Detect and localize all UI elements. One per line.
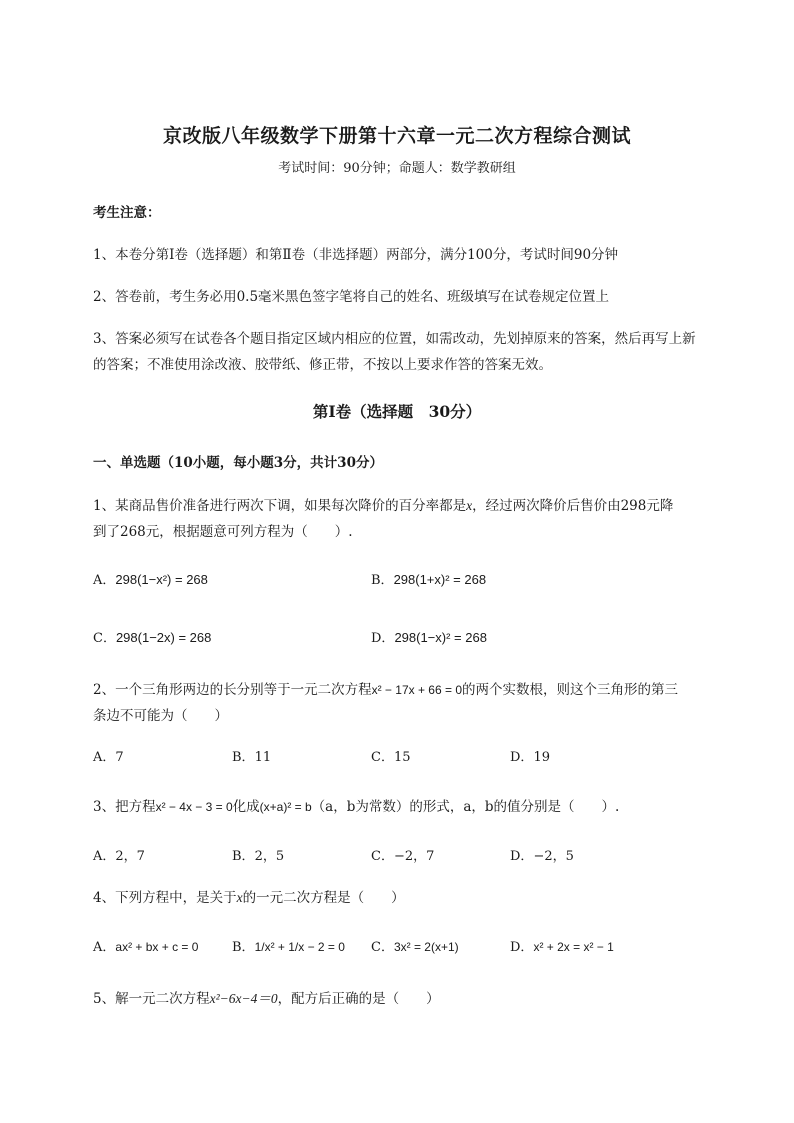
option-label: C．	[371, 750, 394, 765]
question-1-option-d[interactable]	[371, 627, 487, 646]
question-5-text-a: 5、解一元二次方程	[93, 991, 210, 1007]
option-expression: 298(1+x)² = 268	[393, 572, 487, 587]
question-1-option-c[interactable]	[93, 627, 211, 646]
option-value: 19	[533, 750, 550, 765]
option-label: D．	[371, 631, 395, 646]
notice-item-3-cont: 的答案；不准使用涂改液、胶带纸、修正带，不按以上要求作答的答案无效。	[93, 357, 552, 373]
question-2-option-b[interactable]	[232, 746, 271, 765]
question-2-option-c[interactable]	[371, 746, 411, 765]
question-2-option-a[interactable]	[93, 746, 124, 765]
question-3-option-b[interactable]	[232, 845, 284, 864]
question-3-text-b: 化成	[232, 799, 260, 815]
option-value: 11	[254, 750, 272, 765]
question-1-variable: x	[466, 498, 473, 513]
option-value: −2，5	[533, 849, 574, 864]
question-3-text-a: 3、把方程	[93, 799, 156, 815]
option-expression: ax² + bx + c = 0	[115, 940, 199, 954]
option-label: C．	[93, 631, 116, 646]
option-label: D．	[510, 940, 534, 955]
question-2-line-2: 条边不可能为（ ）	[93, 708, 228, 724]
question-4-text-a: 4、下列方程中，是关于	[93, 890, 237, 906]
question-3-option-c[interactable]	[371, 845, 434, 864]
question-4-option-b[interactable]	[232, 936, 345, 955]
question-5-text-b: ，配方后正确的是（ ）	[277, 991, 440, 1007]
question-2-option-d[interactable]	[510, 746, 550, 765]
option-expression: 298(1−2x) = 268	[115, 630, 212, 645]
option-expression: 1/x² + 1/x − 2 = 0	[254, 940, 345, 954]
question-4-text-b: 的一元二次方程是（ ）	[242, 890, 405, 906]
notice-item-2: 2、答卷前，考生务必用0.5毫米黑色签字笔将自己的姓名、班级填写在试卷规定位置上	[93, 289, 610, 305]
option-label: A．	[93, 940, 116, 955]
option-label: C．	[371, 849, 394, 864]
question-1-line-1	[93, 494, 673, 514]
option-label: B．	[232, 940, 255, 955]
question-3-line-1	[93, 795, 619, 815]
option-label: D．	[510, 750, 534, 765]
question-4-option-c[interactable]	[371, 936, 459, 955]
option-expression: 298(1−x)² = 268	[394, 630, 487, 645]
question-4-variable: x	[236, 890, 243, 905]
option-label: A．	[93, 573, 116, 588]
question-2-equation: x² − 17x + 66 = 0	[371, 683, 462, 697]
notice-item-1: 1、本卷分第I卷（选择题）和第Ⅱ卷（非选择题）两部分，满分100分，考试时间90分钟	[93, 247, 619, 263]
question-1-text-b: ，经过两次降价后售价由298元降	[472, 498, 674, 514]
option-label: A．	[93, 849, 116, 864]
question-1-line-2: 到了268元，根据题意可列方程为（ ）.	[93, 524, 353, 540]
question-3-option-a[interactable]	[93, 845, 145, 864]
question-5-equation: x²−6x−4＝0	[209, 991, 278, 1006]
question-1-option-b[interactable]	[371, 569, 486, 588]
option-value: 15	[393, 750, 411, 765]
question-3-text-c: （a，b为常数）的形式，a，b的值分别是（ ）.	[311, 799, 620, 815]
exam-title: 京改版八年级数学下册第十六章一元二次方程综合测试	[162, 125, 631, 147]
notice-item-3: 3、答案必须写在试卷各个题目指定区域内相应的位置，如需改动，先划掉原来的答案，然后再写上新	[93, 331, 696, 347]
option-value: −2，7	[393, 849, 435, 864]
question-4-option-d[interactable]	[510, 936, 614, 955]
question-2-text-a: 2、一个三角形两边的长分别等于一元二次方程	[93, 682, 372, 698]
question-2-line-1	[93, 678, 678, 698]
option-label: D．	[510, 849, 534, 864]
option-label: B．	[232, 849, 255, 864]
question-4-line-1	[93, 886, 405, 906]
option-value: 7	[115, 750, 124, 765]
option-label: B．	[232, 750, 255, 765]
question-2-text-b: 的两个实数根，则这个三角形的第三	[462, 682, 678, 698]
question-1-option-a[interactable]	[93, 569, 208, 588]
question-1-text-a: 1、某商品售价准备进行两次下调，如果每次降价的百分率都是	[93, 498, 467, 514]
section-title: 第Ⅰ卷（选择题 30分）	[312, 402, 482, 421]
option-label: B．	[371, 573, 394, 588]
part-title: 一、单选题（10小题，每小题3分，共计30分）	[93, 455, 383, 471]
notice-heading: 考生注意：	[93, 205, 161, 221]
option-value: 2，7	[115, 849, 145, 864]
option-expression: x² + 2x = x² − 1	[533, 940, 614, 954]
question-3-target-form: (x+a)² = b	[259, 800, 312, 814]
option-value: 2，5	[254, 849, 285, 864]
question-5-line-1	[93, 987, 440, 1007]
question-3-equation: x² − 4x − 3 = 0	[155, 800, 233, 814]
option-expression: 298(1−x²) = 268	[115, 572, 208, 587]
option-label: C．	[371, 940, 394, 955]
question-3-option-d[interactable]	[510, 845, 574, 864]
option-expression: 3x² = 2(x+1)	[393, 940, 459, 954]
question-4-option-a[interactable]	[93, 936, 198, 955]
option-label: A．	[93, 750, 116, 765]
exam-subtitle: 考试时间：90分钟；命题人：数学教研组	[278, 161, 516, 176]
